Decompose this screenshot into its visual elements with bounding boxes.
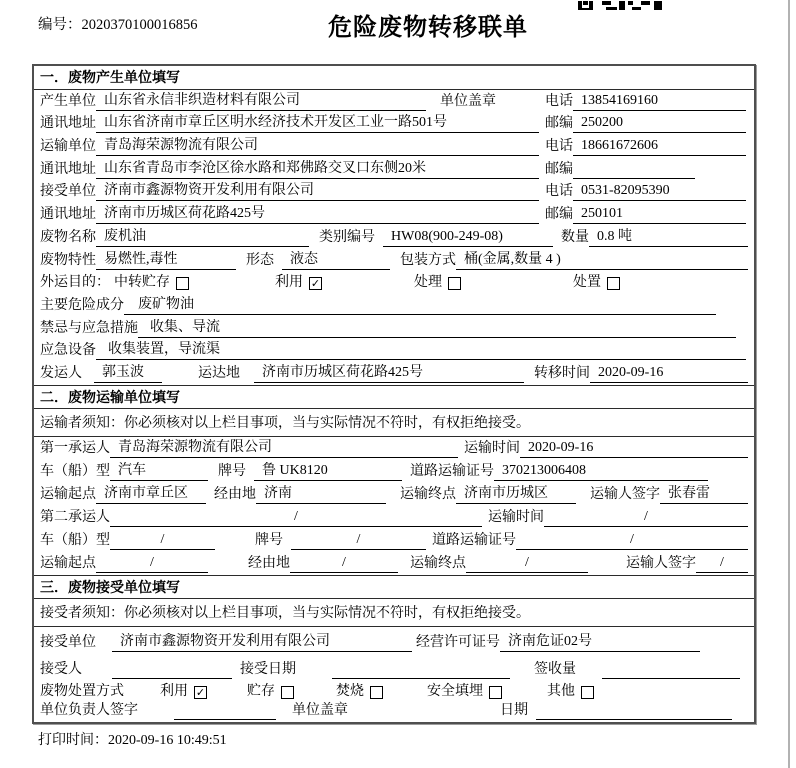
waste-name-row [34,226,754,249]
receive-date-value [332,677,510,679]
category-code-value: HW08(900-249-08) [383,228,553,247]
plate1-value: 鲁 UK8120 [254,462,402,481]
producer-address-row [34,113,754,136]
vehicle2-row [34,529,754,552]
transporter-notice-text: 你必须核对以上栏目事项，当与实际情况不符时，有权拒绝接受。 [124,416,530,432]
document-header [32,0,796,64]
page-title: 危险废物转移联单 [328,14,528,41]
receiver-address-row [34,203,754,226]
purpose-label: 外运目的： [40,275,110,291]
plate2-value: / [291,531,426,550]
vehicle-type-label: 车（船）型 [40,532,110,548]
origin-label: 运输起点 [40,486,96,502]
route1-row [34,483,754,506]
address-label: 通讯地址 [40,207,96,223]
vehicle-type-label: 车（船）型 [40,463,110,479]
quantity-value: 0.8 吨 [589,228,748,247]
purpose-treat-checkbox [448,277,461,290]
hazard-component-row [34,294,754,317]
transporter-unit-value: 青岛海荣源物流有限公司 [96,137,539,156]
form-value: 液态 [282,251,390,270]
address-label: 通讯地址 [40,116,96,132]
serial-number-line [38,13,198,34]
disposal-burn-checkbox [370,686,383,699]
emergency-equipment-label: 应急设备 [40,343,96,359]
packing-value: 桶(金属,数量 4 ) [456,251,748,270]
unit-seal-label: 单位盖章 [292,702,348,718]
disposal-other-label: 其他 [547,683,575,699]
unit-seal-label: 单位盖章 [440,93,496,109]
sign-date-label: 日期 [500,702,528,718]
recipient-value [112,677,232,679]
print-time-value: 2020-09-16 10:49:51 [108,732,227,748]
taboo-measures-row [34,317,754,340]
disposal-use-label: 利用 [160,683,188,699]
emergency-equipment-value: 收集装置，导流渠 [96,341,746,360]
road-license1-value: 370213006408 [494,462,708,481]
transfer-time-value: 2020-09-16 [590,364,748,383]
second-carrier-value: / [110,508,482,527]
disposal-landfill-label: 安全填埋 [427,683,483,699]
end1-value: 济南市历城区 [456,485,576,504]
transport-time1-value: 2020-09-16 [520,439,748,458]
amount-value [602,677,740,679]
transporter-phone-value: 18661672606 [573,137,746,156]
sign-date-value [536,718,732,720]
address-label: 通讯地址 [40,161,96,177]
vehicle1-row [34,460,754,483]
taboo-measures-label: 禁忌与应急措施 [40,320,138,336]
taboo-measures-value: 收集、导流 [138,319,736,338]
serial-label: 编号： [38,17,82,33]
serial-number: 2020370100016856 [81,17,198,33]
vehicle1-value: 汽车 [110,462,208,481]
disposal-use-checkbox: ✓ [195,685,206,699]
zip-label: 邮编 [545,116,573,132]
origin2-value: / [96,554,208,573]
transporter-zip-value [573,177,695,179]
page-right-edge-line [788,0,790,768]
waste-character-value: 易燃性,毒性 [96,251,236,270]
route2-row [34,552,754,575]
shipper-row [34,362,754,385]
transporter-notice-row [34,409,754,437]
end2-value: / [466,554,588,573]
transport-time-label: 运输时间 [488,509,544,525]
producer-unit-label: 产生单位 [40,93,96,109]
phone-label: 电话 [545,139,573,155]
waste-character-label: 废物特性 [40,252,96,268]
producer-address-value: 山东省济南市章丘区明水经济技术开发区工业一路501号 [96,114,539,133]
purpose-dispose-checkbox [607,277,620,290]
via1-value: 济南 [256,485,386,504]
qr-code-fragment-icon [578,0,662,10]
zip-label: 邮编 [545,207,573,223]
via-label: 经由地 [248,555,290,571]
accept-unit-row [34,627,754,654]
purpose-transfer-label: 中转贮存 [114,275,170,291]
receiver-address-value: 济南市历城区荷花路425号 [96,205,539,224]
purpose-use-label: 利用 [275,275,303,291]
via2-value: / [290,554,398,573]
receiver-zip-value: 250101 [573,205,746,224]
manager-sign-label: 单位负责人签字 [40,702,138,718]
road-license-label: 道路运输证号 [432,532,516,548]
vehicle2-value: / [110,531,215,550]
permit-label: 经营许可证号 [416,634,500,650]
waste-name-label: 废物名称 [40,229,96,245]
hazard-component-label: 主要危险成分 [40,297,124,313]
disposal-landfill-checkbox [489,686,502,699]
receiver-unit-row [34,181,754,204]
purpose-transfer-checkbox [176,277,189,290]
permit-value: 济南危证02号 [500,633,700,652]
print-time-line [32,729,796,749]
transport-time2-value: / [544,508,748,527]
first-carrier-value: 青岛海荣源物流有限公司 [110,439,458,458]
amount-label: 签收量 [534,661,576,677]
recipient-row [34,654,754,681]
transporter-unit-row [34,135,754,158]
disposal-store-checkbox [281,686,294,699]
purpose-dispose-label: 处置 [573,275,601,291]
road-license2-value: / [516,531,748,550]
producer-unit-value: 山东省永信非织造材料有限公司 [96,92,426,111]
receiver-notice-label: 接受者须知： [40,606,124,622]
plate-label: 牌号 [255,532,283,548]
phone-label: 电话 [545,93,573,109]
origin-label: 运输起点 [40,555,96,571]
zip-label: 邮编 [545,161,573,177]
hazard-component-value: 废矿物油 [124,296,716,315]
waste-name-value: 废机油 [96,228,309,247]
transporter-unit-label: 运输单位 [40,139,96,155]
shipper-value: 郭玉波 [94,364,162,383]
section2-header: 二．废物运输单位填写 [34,385,754,409]
receive-date-label: 接受日期 [240,661,296,677]
transporter-address-row [34,158,754,181]
transport-time-label: 运输时间 [464,440,520,456]
transfer-form-table [32,64,756,724]
receiver-notice-text: 你必须核对以上栏目事项，当与实际情况不符时，有权拒绝接受。 [124,606,530,622]
disposal-method-row [34,681,754,703]
second-carrier-row [34,506,754,529]
producer-unit-row [34,90,754,113]
accept-unit-value: 济南市鑫源物资开发利用有限公司 [112,633,412,652]
producer-zip-value: 250200 [573,114,746,133]
disposal-other-checkbox [581,686,594,699]
recipient-label: 接受人 [40,661,82,677]
transporter-notice-label: 运输者须知： [40,416,124,432]
purpose-use-checkbox: ✓ [310,277,321,291]
second-carrier-label: 第二承运人 [40,509,110,525]
receiver-notice-row [34,599,754,627]
receiver-phone-value: 0531-82095390 [573,182,746,201]
print-time-label: 打印时间： [38,732,108,748]
waste-character-row [34,249,754,272]
section1-header: 一．废物产生单位填写 [34,66,754,90]
shipper-label: 发运人 [40,365,82,381]
via-label: 经由地 [214,486,256,502]
end-label: 运输终点 [400,486,456,502]
plate-label: 牌号 [218,463,246,479]
receiver-unit-label: 接受单位 [40,184,96,200]
first-carrier-label: 第一承运人 [40,440,110,456]
packing-label: 包装方式 [400,252,456,268]
form-label: 形态 [246,252,274,268]
transporter-sign2-value: / [696,554,748,573]
manager-sign-value [174,718,276,720]
destination-value: 济南市历城区荷花路425号 [254,364,524,383]
disposal-method-label: 废物处置方式 [40,683,124,699]
disposal-store-label: 贮存 [247,683,275,699]
quantity-label: 数量 [561,229,589,245]
transporter-sign1-value: 张春雷 [660,485,748,504]
producer-phone-value: 13854169160 [573,92,746,111]
emergency-equipment-row [34,340,754,363]
transfer-time-label: 转移时间 [534,365,590,381]
section3-header: 三．废物接受单位填写 [34,575,754,599]
phone-label: 电话 [545,184,573,200]
receiver-unit-value: 济南市鑫源物资开发利用有限公司 [96,182,539,201]
accept-unit-label: 接受单位 [40,634,96,650]
manager-sign-row [34,703,754,722]
destination-label: 运达地 [198,365,240,381]
transporter-address-value: 山东省青岛市李沧区徐水路和郑佛路交叉口东侧20米 [96,160,539,179]
transporter-sign-label: 运输人签字 [626,555,696,571]
category-code-label: 类别编号 [319,229,375,245]
origin1-value: 济南市章丘区 [96,485,206,504]
disposal-burn-label: 焚烧 [336,683,364,699]
transporter-sign-label: 运输人签字 [590,486,660,502]
road-license-label: 道路运输证号 [410,463,494,479]
end-label: 运输终点 [410,555,466,571]
purpose-treat-label: 处理 [414,275,442,291]
first-carrier-row [34,437,754,460]
transfer-purpose-row [34,272,754,295]
